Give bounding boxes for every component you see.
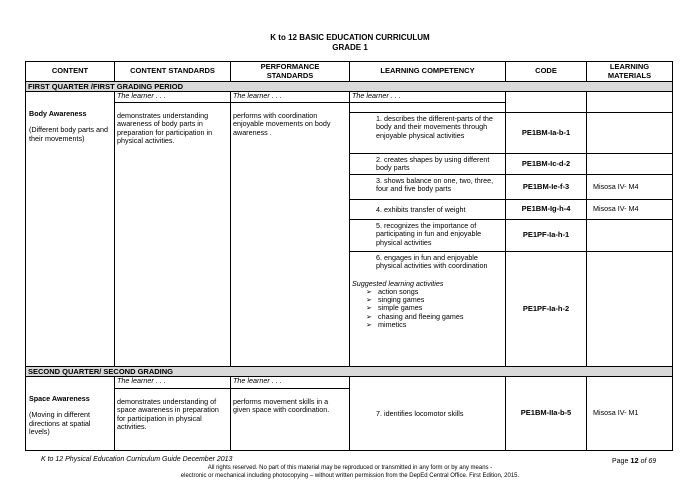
q2-content-title: Space Awareness [29, 394, 90, 403]
activity-item: ➢ chasing and fleeing games [366, 311, 464, 321]
q1-learner-intro-ps: The learner . . . [231, 92, 349, 103]
code-3: PE1BM-Ie-f-3 [505, 174, 587, 200]
q1-learner-intro-lc: The learner . . . [350, 92, 505, 103]
competency-7: 7. identifies locomotor skills [376, 409, 464, 418]
q1-content-subtitle: (Different body parts and their movements) [29, 125, 108, 143]
code-6: PE1PF-Ia-h-2 [505, 251, 587, 367]
code-1: PE1BM-Ia-b-1 [505, 112, 587, 154]
material-7: Misosa IV- M1 [586, 376, 673, 451]
activity-item: ➢ singing games [366, 295, 425, 305]
activity-item: ➢ action songs [366, 286, 419, 296]
footer-guide: K to 12 Physical Education Curriculum Guide December 2013 [41, 456, 233, 463]
q2-learner-intro-cs: The learner . . . [115, 377, 230, 389]
material-4: Misosa IV- M4 [586, 199, 673, 220]
q1-content-standard: demonstrates understanding awareness of body parts in preparation for participation in physical activities. [117, 111, 213, 145]
curriculum-table [25, 61, 673, 451]
header-code: CODE [505, 61, 587, 82]
competency-5: 5. recognizes the importance of participating in fun and enjoyable physical activities [349, 219, 506, 252]
grade-title: GRADE 1 [332, 43, 368, 52]
quarter-band-first: FIRST QUARTER /FIRST GRADING PERIOD [25, 81, 673, 92]
activity-item: ➢ mimetics [366, 320, 407, 330]
q1-code-blank [505, 91, 587, 113]
competency-6-cell [349, 251, 506, 367]
q2-performance-standard: performs movement skills in a given space with coordination. [233, 397, 330, 415]
q2-learner-intro-ps: The learner . . . [231, 377, 349, 389]
material-5 [586, 219, 673, 252]
header-content-standards: CONTENT STANDARDS [114, 61, 231, 82]
q2-competency-cell [349, 376, 506, 451]
q1-performance-standard: performs with coordination enjoyable movements on body awareness . [233, 111, 331, 137]
competency-6: 6. engages in fun and enjoyable physical activities with coordination [376, 253, 488, 271]
document-title: K to 12 BASIC EDUCATION CURRICULUM [270, 33, 430, 42]
q2-content-standards-cell [114, 376, 231, 451]
code-7: PE1BM-IIa-b-5 [505, 376, 587, 451]
footer-rights-line2: electronic or mechanical including photocopying – without written permission from the DepEd Central Office. First Edition, 2015. [180, 473, 520, 479]
header-learning-materials: LEARNING MATERIALS [586, 61, 673, 82]
material-3: Misosa IV- M4 [586, 174, 673, 200]
competency-4: 4. exhibits transfer of weight [349, 199, 506, 220]
code-5: PE1PF-Ia-h-1 [505, 219, 587, 252]
suggested-activities-title: Suggested learning activities [352, 278, 444, 288]
material-1 [586, 112, 673, 154]
q1-content-cell [25, 91, 115, 367]
q1-performance-standards-cell [230, 91, 350, 367]
quarter-band-second: SECOND QUARTER/ SECOND GRADING [25, 366, 673, 377]
material-2 [586, 153, 673, 175]
q1-content-title: Body Awareness [29, 109, 87, 118]
code-2: PE1BM-Ic-d-2 [505, 153, 587, 175]
header-content: CONTENT [25, 61, 115, 82]
code-4: PE1BM-Ig-h-4 [505, 199, 587, 220]
header-performance-standards: PERFORMANCE STANDARDS [230, 61, 350, 82]
q2-content-cell [25, 376, 115, 451]
q2-performance-standards-cell [230, 376, 350, 451]
q2-content-subtitle: (Moving in different directions at spatial levels) [29, 410, 91, 436]
q1-material-blank [586, 91, 673, 113]
activity-list [350, 288, 505, 329]
q2-content-standard: demonstrates understanding of space awareness in preparation for participation in physical activities. [117, 397, 219, 431]
footer-rights-line1: All rights reserved. No part of this material may be reproduced or transmitted in any form or by any means - [207, 465, 493, 471]
material-6 [586, 251, 673, 367]
competency-2: 2. creates shapes by using different body parts [349, 153, 506, 175]
page-number: Page 12 of 69 [612, 456, 657, 465]
competency-1: 1. describes the different-parts of the body and their movements through enjoyable physical activities [349, 112, 506, 154]
q1-content-standards-cell [114, 91, 231, 367]
q1-learner-intro-cs: The learner . . . [115, 92, 230, 103]
activity-item: ➢ simple games [366, 303, 423, 313]
header-learning-competency: LEARNING COMPETENCY [349, 61, 506, 82]
competency-3: 3. shows balance on one, two, three, four and five body parts [349, 174, 506, 200]
